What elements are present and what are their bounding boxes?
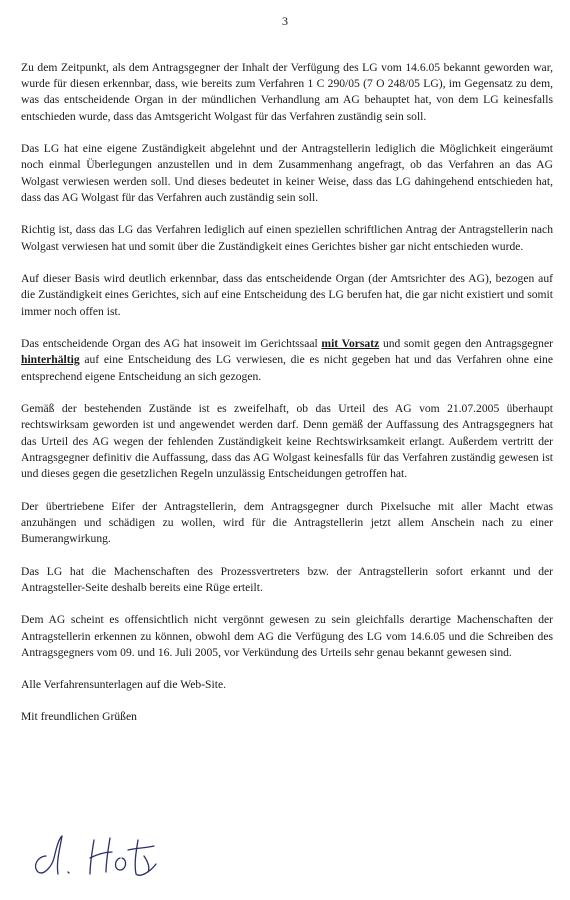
closing-greeting: Mit freundlichen Grüßen — [21, 709, 137, 723]
paragraph-3: Richtig ist, dass das LG das Verfahren lediglich auf einen speziellen schriftlichen Antrag der Antragstellerin nach Wolgast verwiesen hat und somit über die Zuständigkeit eines Gerichtes bisher gar nicht entschieden wurde. — [21, 223, 553, 253]
paragraph-5-text-c: auf eine Entscheidung des LG verwiesen, die es nicht gegeben hat und das Verfahren ohne eine entsprechend eigene Entscheidung an sich gezogen. — [21, 353, 553, 383]
paragraph-10: Alle Verfahrensunterlagen auf die Web-Site. — [21, 678, 226, 692]
emphasis-hinterhaeltig: hinterhältig — [21, 353, 80, 367]
paragraph-4: Auf dieser Basis wird deutlich erkennbar, dass das entscheidende Organ (der Amtsrichter des AG), bezogen auf die Zuständigkeit eines Gerichtes, sich auf eine Entscheidung des LG berufen hat, die gar nicht existiert und somit immer noch offen ist. — [21, 272, 553, 318]
paragraph-5-text-a: Das entscheidende Organ des AG hat insoweit im Gerichtssaal — [21, 337, 322, 351]
paragraph-1: Zu dem Zeitpunkt, als dem Antragsgegner der Inhalt der Verfügung des LG vom 14.6.05 bekannt geworden war, wurde für diesen erkennbar, dass, wie bereits zum Verfahren 1 C 290/05 (7 O 248/05 LG), im Gegensatz zu dem, was das entscheidende Organ in der mündlichen Verhandlung am AG behauptet hat, von dem LG keinesfalls entschieden wurde, dass das Amtsgericht Wolgast für das Verfahren zuständig sein soll. — [21, 61, 553, 123]
paragraph-2: Das LG hat eine eigene Zuständigkeit abgelehnt und der Antragstellerin lediglich die Möglichkeit eingeräumt noch einmal Überlegungen anzustellen und in dem Zusammenhang angefragt, ob das Verfahren an das AG Wolgast verwiesen werden soll. Und dieses bedeutet in keiner Weise, dass das LG dahingehend entschieden hat, dass das AG Wolgast für das Verfahren auch zuständig sein soll. — [21, 142, 553, 204]
paragraph-5-text-b: und somit gegen den Antragsgegner — [379, 337, 553, 351]
handwritten-signature — [24, 826, 164, 882]
page-number: 3 — [282, 14, 288, 28]
paragraph-5 — [21, 336, 553, 385]
paragraph-7: Der übertriebene Eifer der Antragstellerin, dem Antragsgegner durch Pixelsuche mit aller Macht etwas anzuhängen und schädigen zu wollen, wird für die Antragstellerin jetzt allem Anschein nach zu einer Bumerangwirkung. — [21, 499, 553, 546]
emphasis-mit-vorsatz: mit Vorsatz — [321, 337, 380, 351]
paragraph-6: Gemäß der bestehenden Zustände ist es zweifelhaft, ob das Urteil des AG vom 21.07.2005 überhaupt rechtswirksam geworden ist und angewendet werden darf. Denn gemäß der Auffassung des Antragsgegners hat das Urteil des AG wegen der fehlenden Zuständigkeit keine Rechtswirksamkeit erlangt. Außerdem vertritt der Antragsgegner definitiv die Auffassung, dass das AG Wolgast keinesfalls für das Verfahren zuständig gewesen ist und dieses gegen die gesetzlichen Regeln unzulässig Entscheidungen getroffen hat. — [21, 402, 553, 481]
paragraph-9: Dem AG scheint es offensichtlich nicht vergönnt gewesen zu sein gleichfalls derartige Machenschaften der Antragstellerin erkennen zu können, obwohl dem AG die Verfügung des LG vom 14.6.05 und die Schreiben des Antragsgegners vom 09. und 16. Juli 2005, vor Verkündung des Urteils sehr genau bekannt gewesen sind. — [21, 613, 553, 659]
letter-body — [21, 60, 553, 725]
paragraph-8: Das LG hat die Machenschaften des Prozessvertreters bzw. der Antragstellerin sofort erkannt und der Antragsteller-Seite deshalb bereits eine Rüge erteilt. — [21, 564, 553, 594]
